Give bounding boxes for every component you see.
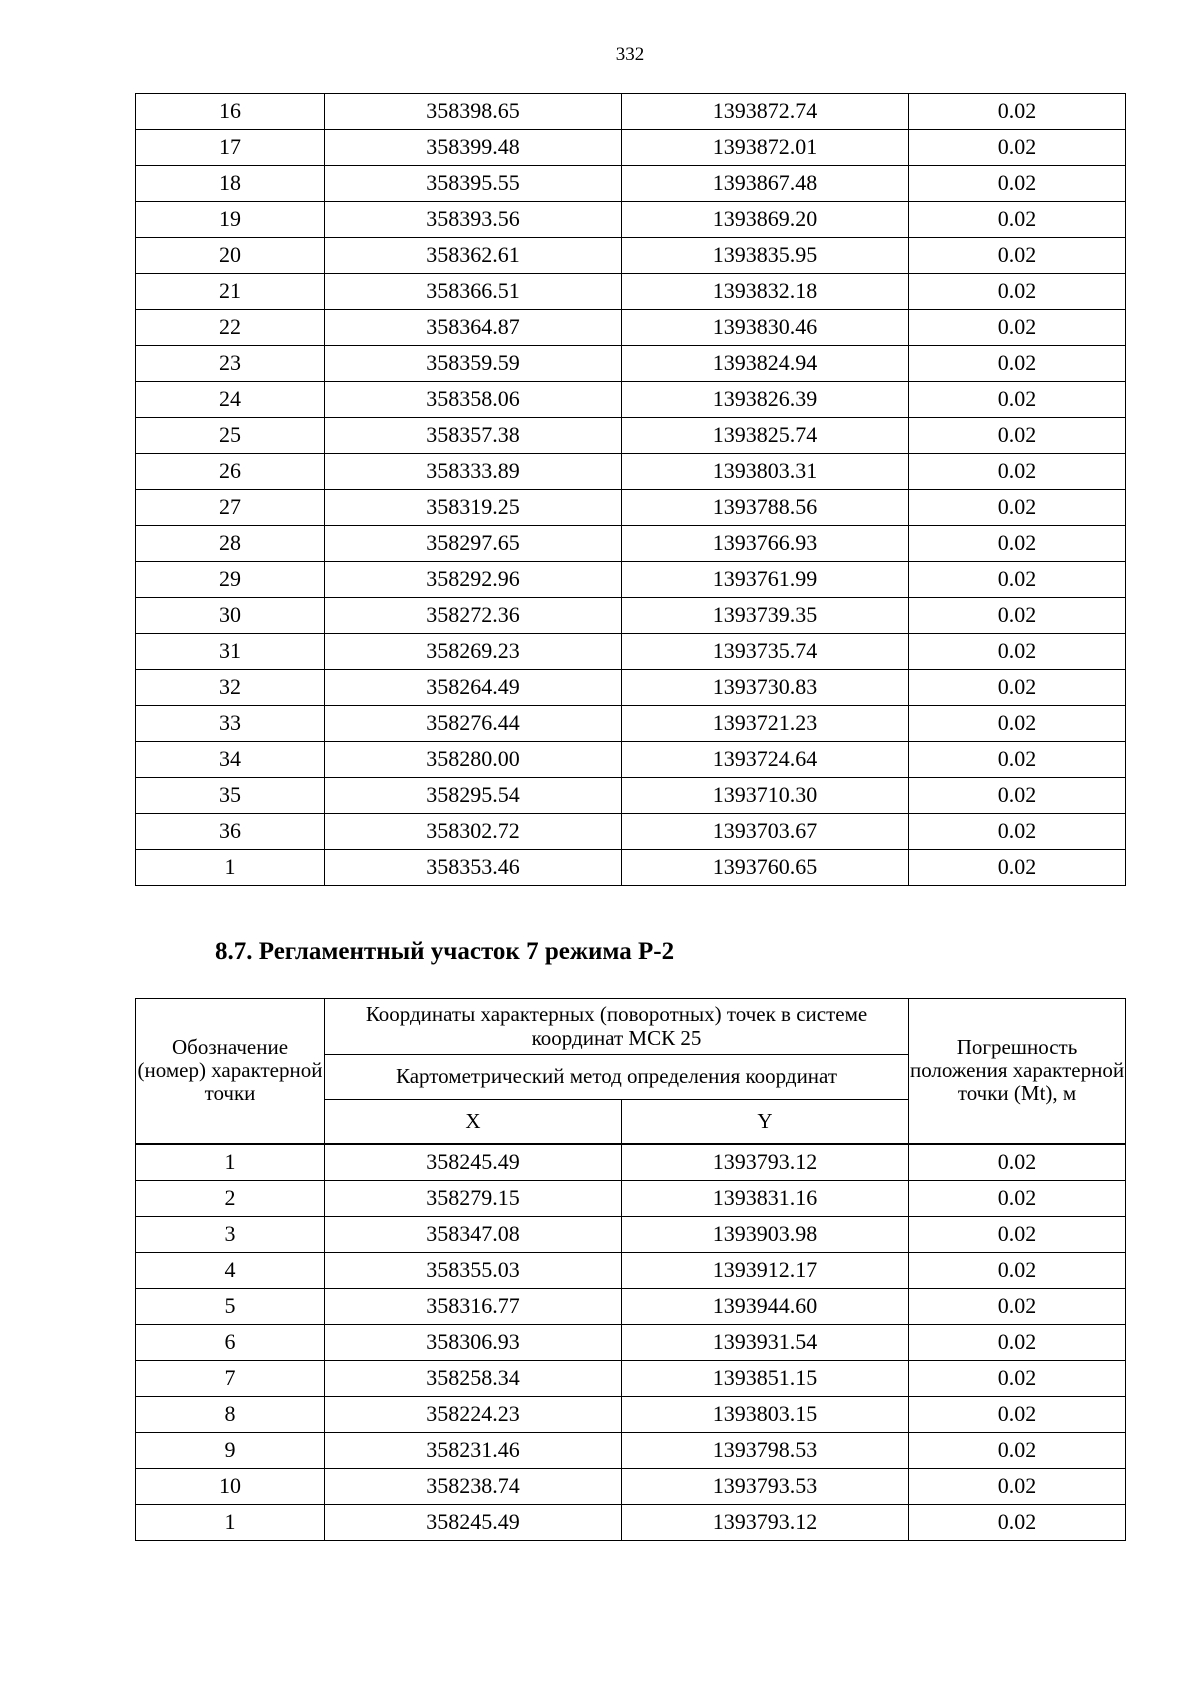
coordinates-table-continued [135,93,1126,886]
x-coordinate-cell: 358393.56 [325,202,622,238]
error-cell: 0.02 [909,1216,1126,1252]
error-cell: 0.02 [909,778,1126,814]
table-row [136,742,1126,778]
table-row [136,382,1126,418]
error-cell: 0.02 [909,670,1126,706]
error-cell: 0.02 [909,1360,1126,1396]
x-coordinate-cell: 358357.38 [325,418,622,454]
y-coordinate-cell: 1393788.56 [622,490,909,526]
table-row [136,418,1126,454]
error-cell: 0.02 [909,1288,1126,1324]
error-cell: 0.02 [909,742,1126,778]
point-number-cell: 6 [136,1324,325,1360]
point-number-cell: 4 [136,1252,325,1288]
table-row [136,1288,1126,1324]
x-coordinate-cell: 358347.08 [325,1216,622,1252]
section-heading: 8.7. Регламентный участок 7 режима Р-2 [215,938,675,965]
error-cell: 0.02 [909,598,1126,634]
y-coordinate-cell: 1393912.17 [622,1252,909,1288]
x-coordinate-cell: 358362.61 [325,238,622,274]
x-coordinate-cell: 358264.49 [325,670,622,706]
error-cell: 0.02 [909,166,1126,202]
point-number-cell: 26 [136,454,325,490]
y-coordinate-cell: 1393830.46 [622,310,909,346]
error-cell: 0.02 [909,526,1126,562]
x-coordinate-cell: 358355.03 [325,1252,622,1288]
y-coordinate-cell: 1393710.30 [622,778,909,814]
table-row [136,1504,1126,1540]
x-coordinate-cell: 358272.36 [325,598,622,634]
table-row [136,634,1126,670]
y-coordinate-cell: 1393867.48 [622,166,909,202]
point-number-cell: 8 [136,1396,325,1432]
table-row [136,1252,1126,1288]
x-coordinate-cell: 358258.34 [325,1360,622,1396]
point-number-cell: 21 [136,274,325,310]
y-coordinate-cell: 1393803.31 [622,454,909,490]
error-cell: 0.02 [909,1468,1126,1504]
table-row [136,166,1126,202]
y-coordinate-cell: 1393703.67 [622,814,909,850]
point-number-cell: 30 [136,598,325,634]
y-coordinate-cell: 1393793.53 [622,1468,909,1504]
point-number-cell: 19 [136,202,325,238]
y-header: Y [622,1100,909,1144]
x-coordinate-cell: 358224.23 [325,1396,622,1432]
error-header: Погрешность положения характерной точки (Mt), м [909,999,1126,1144]
table-row [136,562,1126,598]
x-coordinate-cell: 358358.06 [325,382,622,418]
y-coordinate-cell: 1393724.64 [622,742,909,778]
x-coordinate-cell: 358302.72 [325,814,622,850]
point-number-cell: 1 [136,1144,325,1181]
point-number-cell: 29 [136,562,325,598]
table-row [136,670,1126,706]
x-coordinate-cell: 358297.65 [325,526,622,562]
x-coordinate-cell: 358276.44 [325,706,622,742]
table-row [136,1180,1126,1216]
point-number-cell: 16 [136,94,325,130]
x-coordinate-cell: 358316.77 [325,1288,622,1324]
table-row [136,814,1126,850]
x-coordinate-cell: 358231.46 [325,1432,622,1468]
error-cell: 0.02 [909,94,1126,130]
point-number-cell: 9 [136,1432,325,1468]
point-number-cell: 5 [136,1288,325,1324]
error-cell: 0.02 [909,1324,1126,1360]
x-coordinate-cell: 358279.15 [325,1180,622,1216]
coordinates-table-body [136,1144,1126,1541]
x-header: X [325,1100,622,1144]
point-number-cell: 24 [136,382,325,418]
x-coordinate-cell: 358366.51 [325,274,622,310]
table-row [136,202,1126,238]
point-number-cell: 36 [136,814,325,850]
table-row [136,598,1126,634]
error-cell: 0.02 [909,490,1126,526]
y-coordinate-cell: 1393739.35 [622,598,909,634]
error-cell: 0.02 [909,1396,1126,1432]
table-row [136,706,1126,742]
point-number-cell: 1 [136,850,325,886]
table-row [136,94,1126,130]
table-row [136,1432,1126,1468]
y-coordinate-cell: 1393931.54 [622,1324,909,1360]
error-cell: 0.02 [909,274,1126,310]
table-row [136,310,1126,346]
table-row [136,1360,1126,1396]
error-cell: 0.02 [909,130,1126,166]
point-number-cell: 35 [136,778,325,814]
table-row [136,454,1126,490]
point-number-cell: 7 [136,1360,325,1396]
point-number-cell: 20 [136,238,325,274]
x-coordinate-cell: 358238.74 [325,1468,622,1504]
y-coordinate-cell: 1393735.74 [622,634,909,670]
x-coordinate-cell: 358364.87 [325,310,622,346]
error-cell: 0.02 [909,634,1126,670]
point-number-header: Обозначение (номер) характерной точки [136,999,325,1144]
error-cell: 0.02 [909,706,1126,742]
table-row [136,1396,1126,1432]
y-coordinate-cell: 1393826.39 [622,382,909,418]
error-cell: 0.02 [909,1432,1126,1468]
y-coordinate-cell: 1393721.23 [622,706,909,742]
y-coordinate-cell: 1393798.53 [622,1432,909,1468]
point-number-cell: 22 [136,310,325,346]
y-coordinate-cell: 1393760.65 [622,850,909,886]
error-cell: 0.02 [909,850,1126,886]
y-coordinate-cell: 1393869.20 [622,202,909,238]
y-coordinate-cell: 1393803.15 [622,1396,909,1432]
table-header [136,999,1126,1144]
table-row [136,1324,1126,1360]
table-row [136,850,1126,886]
x-coordinate-cell: 358306.93 [325,1324,622,1360]
point-number-cell: 27 [136,490,325,526]
x-coordinate-cell: 358319.25 [325,490,622,526]
point-number-cell: 25 [136,418,325,454]
x-coordinate-cell: 358292.96 [325,562,622,598]
point-number-cell: 18 [136,166,325,202]
x-coordinate-cell: 358399.48 [325,130,622,166]
y-coordinate-cell: 1393944.60 [622,1288,909,1324]
x-coordinate-cell: 358353.46 [325,850,622,886]
page-number: 332 [615,44,645,65]
y-coordinate-cell: 1393824.94 [622,346,909,382]
point-number-cell: 10 [136,1468,325,1504]
x-coordinate-cell: 358398.65 [325,94,622,130]
error-cell: 0.02 [909,310,1126,346]
x-coordinate-cell: 358245.49 [325,1504,622,1540]
point-number-cell: 3 [136,1216,325,1252]
x-coordinate-cell: 358280.00 [325,742,622,778]
point-number-cell: 28 [136,526,325,562]
error-cell: 0.02 [909,562,1126,598]
error-cell: 0.02 [909,202,1126,238]
coordinates-table-body [136,94,1126,886]
error-cell: 0.02 [909,1144,1126,1181]
table-row [136,346,1126,382]
y-coordinate-cell: 1393825.74 [622,418,909,454]
point-number-cell: 34 [136,742,325,778]
point-number-cell: 33 [136,706,325,742]
table-row [136,274,1126,310]
y-coordinate-cell: 1393766.93 [622,526,909,562]
error-cell: 0.02 [909,814,1126,850]
y-coordinate-cell: 1393831.16 [622,1180,909,1216]
point-number-cell: 2 [136,1180,325,1216]
error-cell: 0.02 [909,346,1126,382]
y-coordinate-cell: 1393761.99 [622,562,909,598]
error-cell: 0.02 [909,382,1126,418]
y-coordinate-cell: 1393903.98 [622,1216,909,1252]
error-cell: 0.02 [909,238,1126,274]
point-number-cell: 17 [136,130,325,166]
y-coordinate-cell: 1393835.95 [622,238,909,274]
y-coordinate-cell: 1393730.83 [622,670,909,706]
error-cell: 0.02 [909,1504,1126,1540]
table-row [136,1144,1126,1181]
table-row [136,526,1126,562]
table-row [136,490,1126,526]
x-coordinate-cell: 358295.54 [325,778,622,814]
table-row [136,238,1126,274]
x-coordinate-cell: 358395.55 [325,166,622,202]
x-coordinate-cell: 358359.59 [325,346,622,382]
y-coordinate-cell: 1393872.74 [622,94,909,130]
coordinates-system-header: Координаты характерных (поворотных) точек в системе координат МСК 25 [325,999,909,1055]
point-number-cell: 23 [136,346,325,382]
table-row [136,130,1126,166]
y-coordinate-cell: 1393832.18 [622,274,909,310]
error-cell: 0.02 [909,1180,1126,1216]
error-cell: 0.02 [909,454,1126,490]
y-coordinate-cell: 1393872.01 [622,130,909,166]
table-row [136,1468,1126,1504]
table-row [136,1216,1126,1252]
x-coordinate-cell: 358333.89 [325,454,622,490]
method-header: Картометрический метод определения координат [325,1055,909,1100]
y-coordinate-cell: 1393851.15 [622,1360,909,1396]
error-cell: 0.02 [909,1252,1126,1288]
point-number-cell: 1 [136,1504,325,1540]
y-coordinate-cell: 1393793.12 [622,1504,909,1540]
table-row [136,778,1126,814]
error-cell: 0.02 [909,418,1126,454]
point-number-cell: 31 [136,634,325,670]
coordinates-table-section-7 [135,998,1126,1541]
point-number-cell: 32 [136,670,325,706]
y-coordinate-cell: 1393793.12 [622,1144,909,1181]
x-coordinate-cell: 358269.23 [325,634,622,670]
x-coordinate-cell: 358245.49 [325,1144,622,1181]
